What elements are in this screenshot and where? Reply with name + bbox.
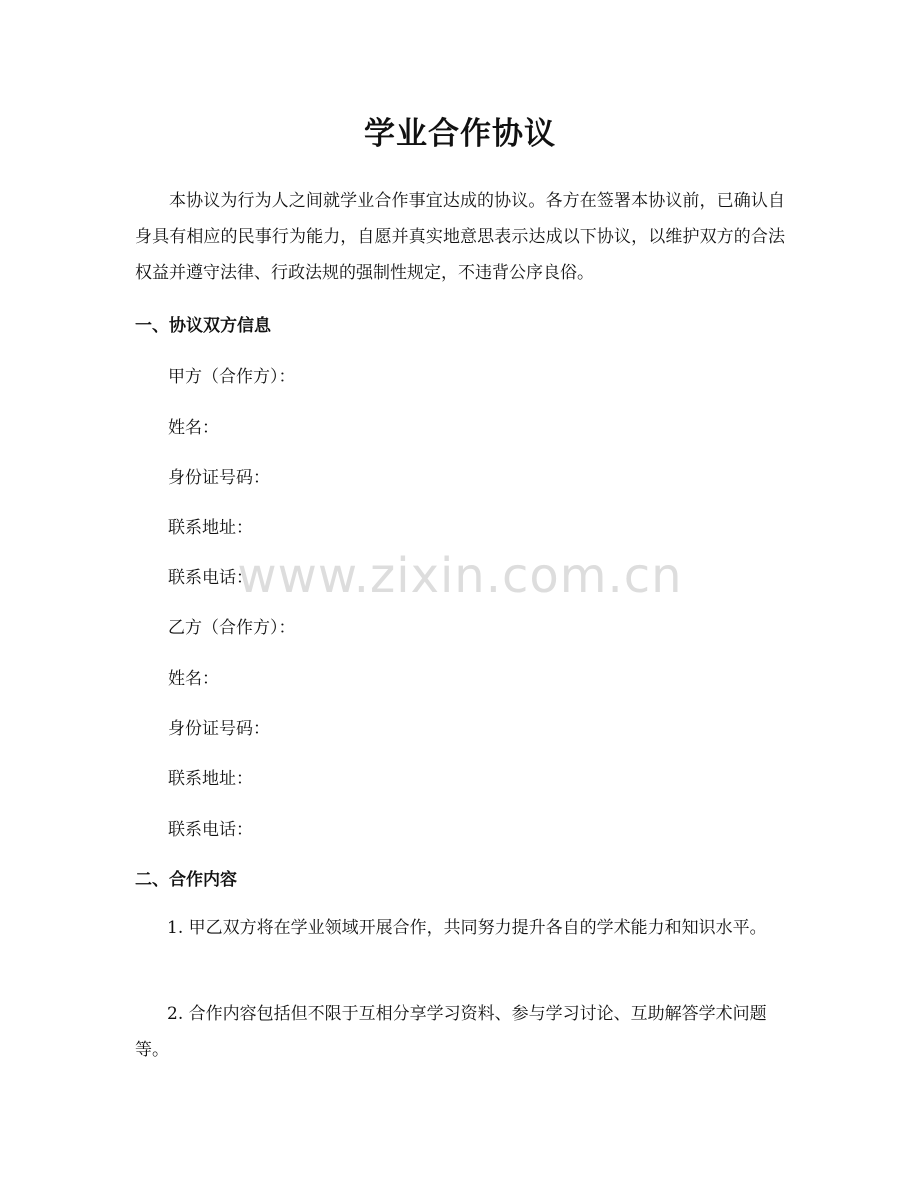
section-heading-content: 二、合作内容: [135, 870, 237, 890]
party-a-phone-field: 联系电话：: [168, 568, 253, 588]
party-b-name-field: 姓名：: [168, 669, 219, 689]
section-heading-parties: 一、协议双方信息: [135, 316, 271, 336]
watermark: www.zixin.com.cn: [237, 548, 683, 604]
party-a-name-field: 姓名：: [168, 418, 219, 438]
party-b-phone-field: 联系电话：: [168, 820, 253, 840]
content-item-2: 2. 合作内容包括但不限于互相分享学习资料、参与学习讨论、互助解答学术问题等。: [135, 1004, 767, 1060]
document-title: 学业合作协议: [364, 116, 556, 152]
party-b-label: 乙方（合作方）：: [168, 618, 296, 638]
party-b-address-field: 联系地址：: [168, 769, 253, 789]
party-b-id-field: 身份证号码：: [168, 719, 270, 739]
party-a-id-field: 身份证号码：: [168, 468, 270, 488]
party-a-label: 甲方（合作方）：: [168, 367, 296, 387]
party-a-address-field: 联系地址：: [168, 518, 253, 538]
content-item-1: 1. 甲乙双方将在学业领域开展合作，共同努力提升各自的学术能力和知识水平。: [167, 918, 767, 938]
intro-paragraph: 本协议为行为人之间就学业合作事宜达成的协议。各方在签署本协议前，已确认自身具有相应的民事行为能力，自愿并真实地意思表示达成以下协议，以维护双方的合法权益并遵守法律、行政法规的强制性规定，不违背公序良俗。: [135, 191, 785, 283]
